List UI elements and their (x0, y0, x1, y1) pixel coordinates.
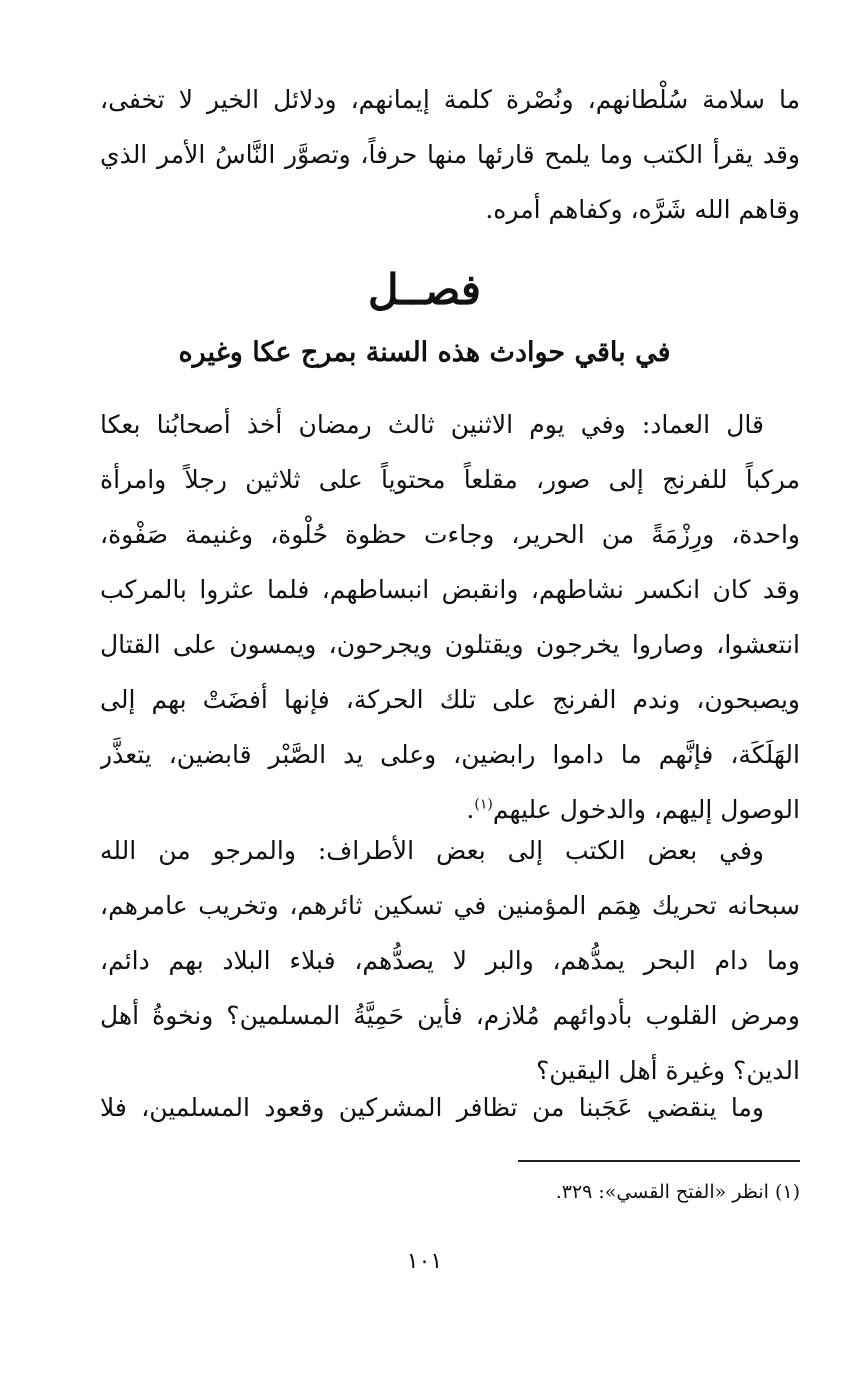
paragraph-line: الهَلَكَة، فإنَّهم ما داموا رابضين، وعلى يد الصَّبْر قابضين، يتعذَّر (100, 740, 800, 769)
paragraph-line: الدين؟ وغيرة أهل اليقين؟ (535, 1056, 800, 1085)
paragraph-line: انتعشوا، وصاروا يخرجون ويقتلون ويجرحون، ويمسون على القتال (100, 630, 800, 659)
intro-line: وقاهم الله شَرَّه، وكفاهم أمره. (485, 195, 800, 224)
paragraph-line: مركباً للفرنج إلى صور، مقلعاً محتوياً على ثلاثين رجلاً وامرأة (100, 465, 800, 494)
paragraph-line: سبحانه تحريك هِمَم المؤمنين في تسكين ثائرهم، وتخريب عامرهم، (100, 891, 800, 920)
paragraph-line-text: الوصول إليهم، والدخول عليهم (492, 795, 800, 824)
paragraph-3 (100, 1080, 800, 1135)
paragraph-line: وقد كان انكسر نشاطهم، وانقبض انبساطهم، فلما عثروا بالمركب (100, 575, 800, 604)
paragraph-line: وفي بعض الكتب إلى بعض الأطراف: والمرجو من الله (100, 836, 764, 865)
paragraph-line: وما دام البحر يمدُّهم، والبر لا يصدُّهم، فبلاء البلاد بهم دائم، (100, 946, 800, 975)
paragraph-1 (100, 397, 800, 837)
paragraph-2 (100, 823, 800, 1098)
paragraph-line-end: . (466, 795, 475, 824)
footnote-divider (518, 1160, 800, 1162)
paragraph-line: قال العماد: وفي يوم الاثنين ثالث رمضان أخذ أصحابُنا بعكا (100, 410, 764, 439)
paragraph-line: وما ينقضي عَجَبنا من تظافر المشركين وقعود المسلمين، فلا (100, 1093, 764, 1122)
intro-paragraph (100, 72, 800, 237)
intro-line: ما سلامة سُلْطانهم، ونُصْرة كلمة إيمانهم، ودلائل الخير لا تخفى، (100, 85, 800, 114)
paragraph-line: ويصبحون، وندم الفرنج على تلك الحركة، فإنها أفضَتْ بهم إلى (100, 685, 800, 714)
section-title: فصــل (368, 265, 481, 314)
paragraph-line: ومرض القلوب بأدوائهم مُلازم، فأين حَمِيَّةُ المسلمين؟ ونخوةُ أهل (100, 1001, 800, 1030)
intro-line: وقد يقرأ الكتب وما يلمح قارئها منها حرفاً، وتصوَّر النَّاسُ الأمر الذي (100, 140, 800, 169)
footnote-marker: (١) (474, 796, 493, 813)
page-number: ١٠١ (406, 1249, 443, 1274)
footnote: (١) انظر «الفتح القسي»: ٣٢٩. (555, 1181, 800, 1203)
section-subtitle: في باقي حوادث هذه السنة بمرج عكا وغيره (178, 337, 671, 368)
paragraph-line: واحدة، ورِزْمَةً من الحرير، وجاءت حظوة حُلْوة، وغنيمة صَفْوة، (100, 520, 800, 549)
